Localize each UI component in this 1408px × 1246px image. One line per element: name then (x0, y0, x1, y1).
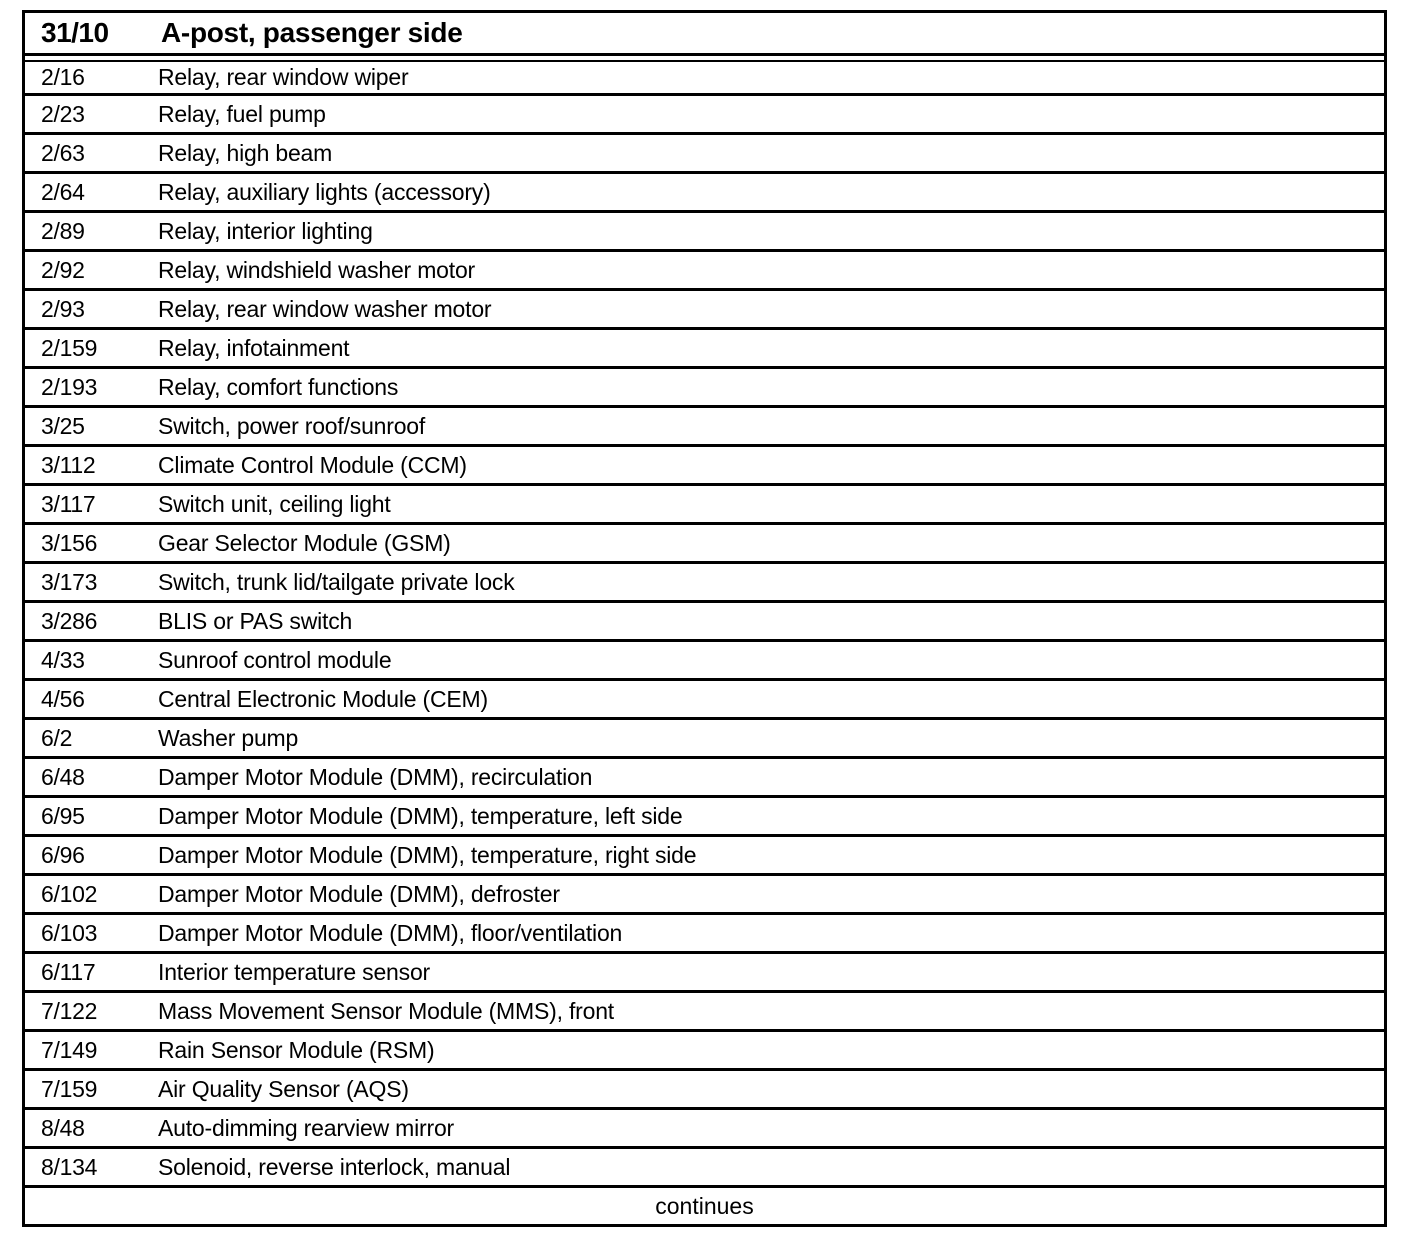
component-code: 6/48 (41, 763, 85, 790)
component-code: 4/33 (41, 646, 85, 673)
component-description: Climate Control Module (CCM) (158, 451, 467, 478)
table-row (25, 330, 1384, 369)
table-row (25, 213, 1384, 252)
component-description: Interior temperature sensor (158, 958, 431, 985)
component-description: Relay, auxiliary lights (accessory) (158, 178, 491, 205)
component-description: Relay, fuel pump (158, 100, 326, 127)
component-description: Damper Motor Module (DMM), recirculation (158, 763, 593, 790)
table-row (25, 486, 1384, 525)
table-header (25, 13, 1384, 56)
component-description: BLIS or PAS switch (158, 607, 353, 634)
table-row (25, 798, 1384, 837)
header-code: 31/10 (41, 17, 109, 48)
component-code: 3/286 (41, 607, 98, 634)
table-row (25, 408, 1384, 447)
component-description: Damper Motor Module (DMM), defroster (158, 880, 560, 907)
component-description: Relay, high beam (158, 139, 333, 166)
component-code: 2/89 (41, 217, 85, 244)
component-code: 6/117 (41, 958, 96, 985)
table-row (25, 369, 1384, 408)
table-row (25, 1032, 1384, 1071)
component-code: 7/122 (41, 997, 98, 1024)
component-description: Relay, rear window washer motor (158, 295, 492, 322)
table-row (25, 1110, 1384, 1149)
table-row (25, 720, 1384, 759)
component-description: Washer pump (158, 724, 299, 751)
component-code: 2/64 (41, 178, 85, 205)
component-code: 7/149 (41, 1036, 98, 1063)
component-description: Air Quality Sensor (AQS) (158, 1075, 409, 1102)
table-row (25, 1071, 1384, 1110)
component-description: Damper Motor Module (DMM), temperature, left side (158, 802, 683, 829)
component-code: 2/63 (41, 139, 85, 166)
component-description: Auto-dimming rearview mirror (158, 1114, 455, 1141)
component-description: Relay, infotainment (158, 334, 350, 361)
component-code: 2/23 (41, 100, 85, 127)
component-description: Mass Movement Sensor Module (MMS), front (158, 997, 614, 1024)
component-code: 3/117 (41, 490, 96, 517)
table-row (25, 837, 1384, 876)
component-description: Gear Selector Module (GSM) (158, 529, 451, 556)
table-body (25, 62, 1384, 1188)
component-code: 2/92 (41, 256, 85, 283)
table-row (25, 1149, 1384, 1188)
component-description: Relay, windshield washer motor (158, 256, 475, 283)
header-title: A-post, passenger side (161, 17, 463, 48)
table-row (25, 954, 1384, 993)
component-code: 3/25 (41, 412, 85, 439)
table-row (25, 174, 1384, 213)
component-code: 6/95 (41, 802, 85, 829)
component-description: Relay, interior lighting (158, 217, 373, 244)
table-row (25, 915, 1384, 954)
table-row (25, 291, 1384, 330)
component-code: 8/134 (41, 1153, 98, 1180)
table-row (25, 603, 1384, 642)
component-code: 2/16 (41, 64, 85, 90)
component-code: 6/96 (41, 841, 85, 868)
component-description: Switch unit, ceiling light (158, 490, 391, 517)
component-code: 6/103 (41, 919, 98, 946)
table-row (25, 525, 1384, 564)
component-code: 3/112 (41, 451, 96, 478)
component-description: Relay, comfort functions (158, 373, 399, 400)
table-row (25, 876, 1384, 915)
component-description: Switch, trunk lid/tailgate private lock (158, 568, 515, 595)
table-row (25, 681, 1384, 720)
component-code: 2/159 (41, 334, 98, 361)
table-row (25, 642, 1384, 681)
table-row (25, 252, 1384, 291)
component-description: Central Electronic Module (CEM) (158, 685, 488, 712)
table-row (25, 759, 1384, 798)
component-description: Rain Sensor Module (RSM) (158, 1036, 435, 1063)
continues-label: continues (655, 1192, 754, 1219)
component-description: Switch, power roof/sunroof (158, 412, 426, 439)
table-row (25, 564, 1384, 603)
component-description: Solenoid, reverse interlock, manual (158, 1153, 511, 1180)
component-code: 6/2 (41, 724, 73, 751)
table-row (25, 62, 1384, 96)
component-code: 6/102 (41, 880, 98, 907)
component-code: 2/93 (41, 295, 85, 322)
component-code: 3/173 (41, 568, 98, 595)
component-code: 7/159 (41, 1075, 98, 1102)
component-code: 4/56 (41, 685, 85, 712)
table-row (25, 447, 1384, 486)
table-row (25, 993, 1384, 1032)
component-code: 2/193 (41, 373, 98, 400)
table-row (25, 135, 1384, 174)
component-description: Relay, rear window wiper (158, 64, 409, 90)
component-code: 8/48 (41, 1114, 85, 1141)
table-footer (25, 1188, 1384, 1224)
component-description: Damper Motor Module (DMM), temperature, right side (158, 841, 697, 868)
table-row (25, 96, 1384, 135)
component-code: 3/156 (41, 529, 98, 556)
component-table (22, 10, 1387, 1227)
component-description: Damper Motor Module (DMM), floor/ventilation (158, 919, 623, 946)
component-description: Sunroof control module (158, 646, 392, 673)
